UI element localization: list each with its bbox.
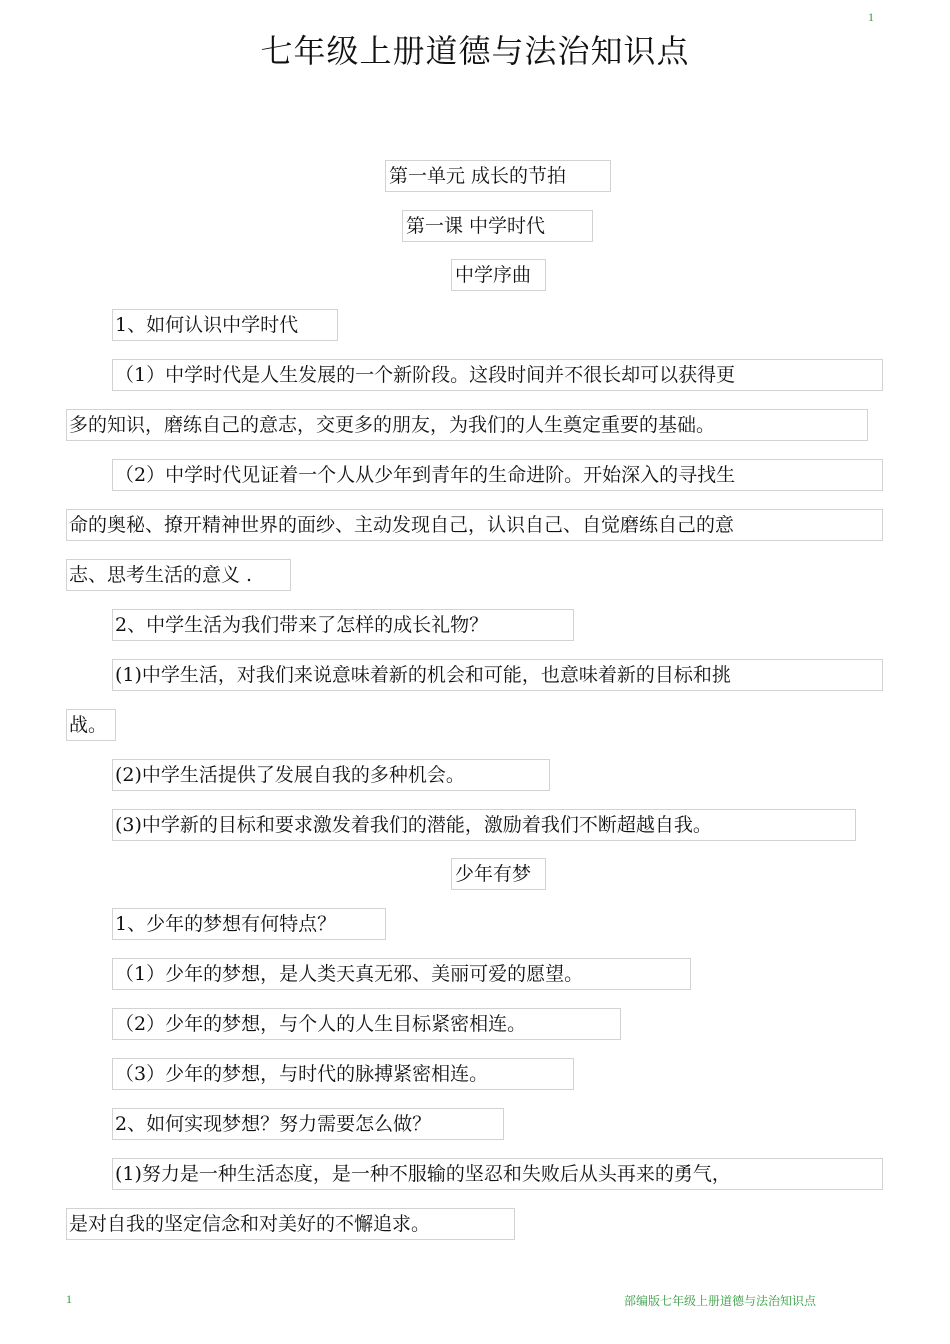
question-1: 1、如何认识中学时代	[112, 309, 338, 341]
answer-2-2: (2)中学生活提供了发展自我的多种机会。	[112, 759, 550, 791]
dream-question-1: 1、少年的梦想有何特点？	[112, 908, 386, 940]
answer-1-2-line-3: 志、思考生活的意义 .	[66, 559, 291, 591]
section-heading-youth-dreams: 少年有梦	[451, 858, 546, 890]
dream-question-2: 2、如何实现梦想？努力需要怎么做？	[112, 1108, 504, 1140]
footer-page-number: 1	[66, 1292, 72, 1306]
lesson-heading: 第一课 中学时代	[402, 210, 593, 242]
answer-2-1-line-1: (1)中学生活，对我们来说意味着新的机会和可能，也意味着新的目标和挑	[112, 659, 883, 691]
answer-1-1-line-1: （1）中学时代是人生发展的一个新阶段。这段时间并不很长却可以获得更	[112, 359, 883, 391]
answer-1-2-line-2: 命的奥秘、撩开精神世界的面纱、主动发现自己，认识自己、自觉磨练自己的意	[66, 509, 883, 541]
dream-answer-1-3: （3）少年的梦想，与时代的脉搏紧密相连。	[112, 1058, 574, 1090]
document-title: 七年级上册道德与法治知识点	[260, 32, 690, 70]
dream-answer-2-1-line-2: 是对自我的坚定信念和对美好的不懈追求。	[66, 1208, 515, 1240]
dream-answer-1-1: （1）少年的梦想，是人类天真无邪、美丽可爱的愿望。	[112, 958, 691, 990]
answer-1-1-line-2: 多的知识，磨练自己的意志，交更多的朋友，为我们的人生奠定重要的基础。	[66, 409, 868, 441]
section-heading-middle-school-prelude: 中学序曲	[451, 259, 546, 291]
answer-2-1-line-2: 战。	[66, 709, 116, 741]
page-number-top: 1	[868, 10, 874, 24]
question-2: 2、中学生活为我们带来了怎样的成长礼物？	[112, 609, 574, 641]
answer-1-2-line-1: （2）中学时代见证着一个人从少年到青年的生命进阶。开始深入的寻找生	[112, 459, 883, 491]
dream-answer-2-1-line-1: (1)努力是一种生活态度，是一种不服输的坚忍和失败后从头再来的勇气，	[112, 1158, 883, 1190]
dream-answer-1-2: （2）少年的梦想，与个人的人生目标紧密相连。	[112, 1008, 621, 1040]
footer-document-name: 部编版七年级上册道德与法治知识点	[624, 1294, 817, 1308]
unit-heading: 第一单元 成长的节拍	[385, 160, 611, 192]
answer-2-3: (3)中学新的目标和要求激发着我们的潜能，激励着我们不断超越自我。	[112, 809, 856, 841]
